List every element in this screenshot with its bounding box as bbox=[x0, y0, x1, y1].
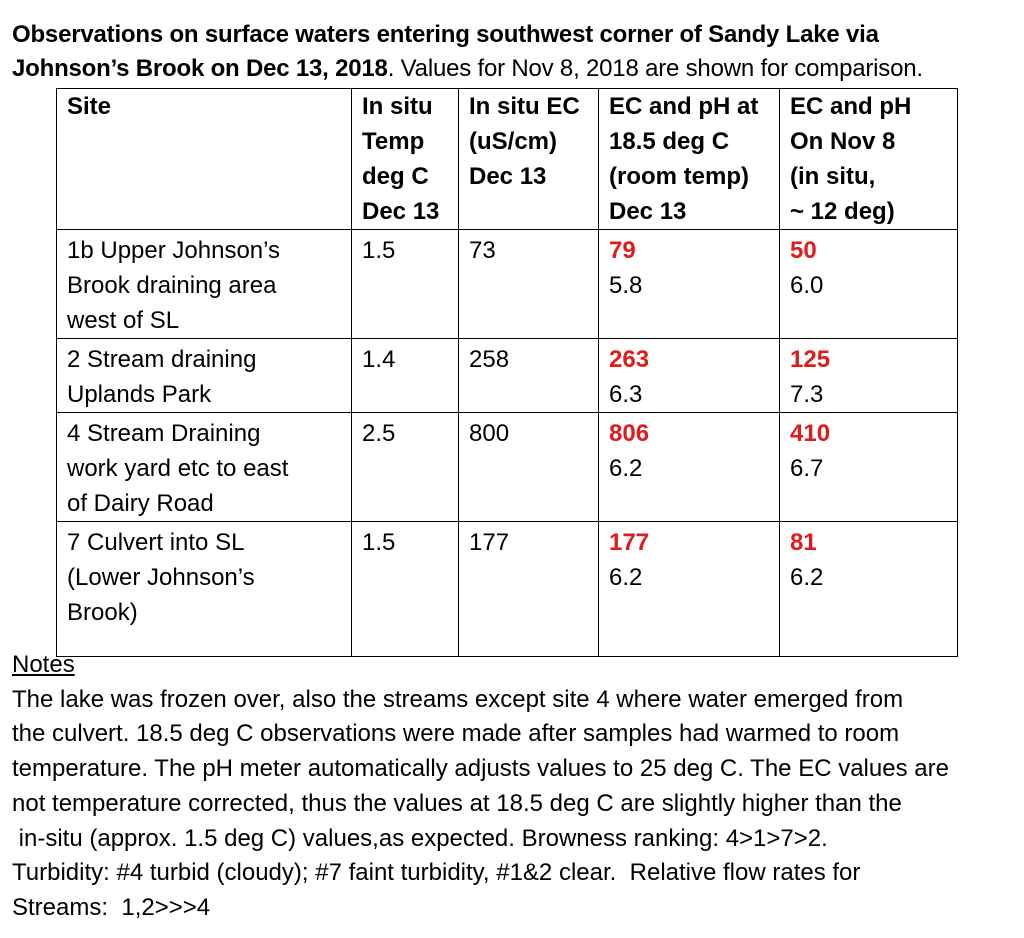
header-in-situ-temp: In situ Temp deg C Dec 13 bbox=[352, 89, 459, 230]
notes-line: temperature. The pH meter automatically adjusts values to 25 deg C. The EC values are bbox=[12, 755, 949, 783]
room-temp-cell bbox=[599, 339, 780, 413]
heading-bold-line2: Johnson’s Brook on Dec 13, 2018 bbox=[12, 55, 388, 82]
site-cell: 1b Upper Johnson’s Brook draining area west of SL bbox=[57, 230, 352, 339]
observations-table bbox=[56, 88, 958, 657]
table-row bbox=[57, 230, 958, 339]
ph-room-value: 6.2 bbox=[609, 564, 643, 591]
ph-room-value: 5.8 bbox=[609, 272, 643, 299]
ec-cell: 73 bbox=[459, 230, 599, 339]
nov-8-cell bbox=[780, 339, 958, 413]
table-header-row bbox=[57, 89, 958, 230]
ec-nov-value: 410 bbox=[790, 420, 831, 447]
temp-cell: 1.5 bbox=[352, 522, 459, 657]
ec-cell: 177 bbox=[459, 522, 599, 657]
ec-nov-value: 125 bbox=[790, 346, 831, 373]
table-row bbox=[57, 413, 958, 522]
site-cell: 4 Stream Draining work yard etc to east of Dairy Road bbox=[57, 413, 352, 522]
nov-8-cell bbox=[780, 230, 958, 339]
site-cell: 7 Culvert into SL (Lower Johnson’s Brook) bbox=[57, 522, 352, 657]
nov-8-cell bbox=[780, 413, 958, 522]
ph-room-value: 6.2 bbox=[609, 455, 643, 482]
header-ec-ph-room-temp: EC and pH at 18.5 deg C (room temp) Dec 13 bbox=[599, 89, 780, 230]
ec-room-value: 177 bbox=[609, 529, 650, 556]
table-row bbox=[57, 339, 958, 413]
ph-nov-value: 6.0 bbox=[790, 272, 824, 299]
document-heading bbox=[12, 18, 1017, 86]
ph-nov-value: 6.7 bbox=[790, 455, 824, 482]
ph-nov-value: 7.3 bbox=[790, 381, 824, 408]
ec-room-value: 79 bbox=[609, 237, 636, 264]
table-row bbox=[57, 522, 958, 657]
header-ec-ph-nov-8: EC and pH On Nov 8 (in situ, ~ 12 deg) bbox=[780, 89, 958, 230]
ec-room-value: 806 bbox=[609, 420, 650, 447]
ec-room-value: 263 bbox=[609, 346, 650, 373]
temp-cell: 1.4 bbox=[352, 339, 459, 413]
notes-title: Notes bbox=[12, 651, 75, 678]
ec-cell: 800 bbox=[459, 413, 599, 522]
notes-line: The lake was frozen over, also the streams except site 4 where water emerged from bbox=[12, 685, 904, 713]
ec-cell: 258 bbox=[459, 339, 599, 413]
ph-room-value: 6.3 bbox=[609, 381, 643, 408]
notes-line: Streams: 1,2>>>4 bbox=[12, 893, 211, 921]
site-cell: 2 Stream draining Uplands Park bbox=[57, 339, 352, 413]
room-temp-cell bbox=[599, 413, 780, 522]
heading-normal-rest: . Values for Nov 8, 2018 are shown for comparison. bbox=[387, 55, 923, 82]
header-site: Site bbox=[57, 89, 352, 230]
nov-8-cell bbox=[780, 522, 958, 657]
temp-cell: 1.5 bbox=[352, 230, 459, 339]
notes-line: in-situ (approx. 1.5 deg C) values,as expected. Browness ranking: 4>1>7>2. bbox=[12, 824, 828, 852]
ec-nov-value: 50 bbox=[790, 237, 817, 264]
heading-bold-line1: Observations on surface waters entering southwest corner of Sandy Lake via bbox=[12, 21, 879, 48]
notes-line: not temperature corrected, thus the values at 18.5 deg C are slightly higher than the bbox=[12, 789, 902, 817]
temp-cell: 2.5 bbox=[352, 413, 459, 522]
room-temp-cell bbox=[599, 230, 780, 339]
notes-section bbox=[12, 648, 1017, 926]
ph-nov-value: 6.2 bbox=[790, 564, 824, 591]
header-in-situ-ec: In situ EC (uS/cm) Dec 13 bbox=[459, 89, 599, 230]
ec-nov-value: 81 bbox=[790, 529, 817, 556]
notes-line: Turbidity: #4 turbid (cloudy); #7 faint turbidity, #1&2 clear. Relative flow rates for bbox=[12, 859, 861, 887]
room-temp-cell bbox=[599, 522, 780, 657]
notes-line: the culvert. 18.5 deg C observations were made after samples had warmed to room bbox=[12, 720, 900, 748]
